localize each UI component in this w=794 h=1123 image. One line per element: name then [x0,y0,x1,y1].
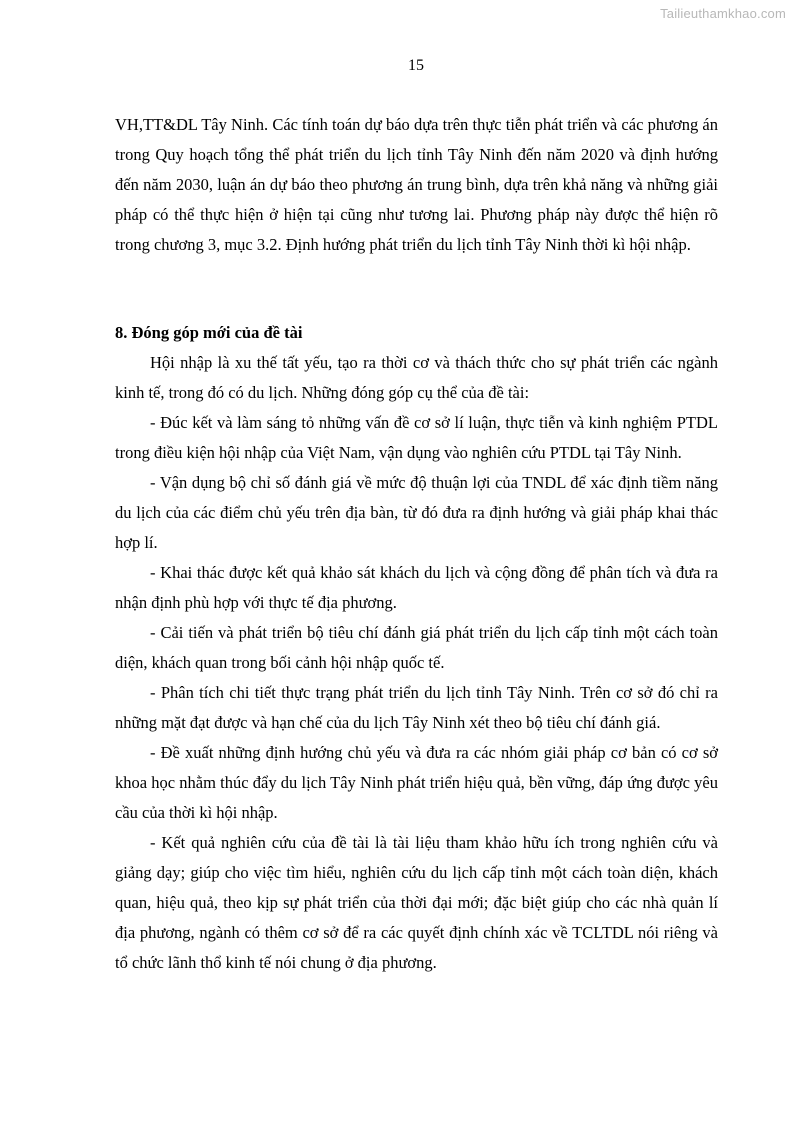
contribution-item: - Đúc kết và làm sáng tỏ những vấn đề cơ sở lí luận, thực tiễn và kinh nghiệm PTDL trong điều kiện hội nhập của Việt Nam, vận dụng vào nghiên cứu PTDL tại Tây Ninh. [115,413,718,462]
contributions-section [115,318,718,978]
contribution-item: - Phân tích chi tiết thực trạng phát triển du lịch tỉnh Tây Ninh. Trên cơ sở đó chỉ ra những mặt đạt được và hạn chế của du lịch Tây Ninh xét theo bộ tiêu chí đánh giá. [115,683,718,732]
contribution-item: - Kết quả nghiên cứu của đề tài là tài liệu tham khảo hữu ích trong nghiên cứu và giảng dạy; giúp cho việc tìm hiểu, nghiên cứu du lịch cấp tỉnh một cách toàn diện, khách quan, hiệu quả, theo kịp sự phát triển của thời đại mới; đặc biệt giúp cho các nhà quản lí địa phương, ngành có thêm cơ sở để ra các quyết định chính xác về TCLTDL nói riêng và tổ chức lãnh thổ kinh tế nói chung ở địa phương. [115,833,718,972]
intro-block [115,110,718,260]
section-heading: 8. Đóng góp mới của đề tài [115,323,303,342]
contribution-item: - Khai thác được kết quả khảo sát khách du lịch và cộng đồng để phân tích và đưa ra nhận định phù hợp với thực tế địa phương. [115,563,718,612]
page-number: 15 [408,57,424,74]
contribution-item: - Đề xuất những định hướng chủ yếu và đưa ra các nhóm giải pháp cơ bản có cơ sở khoa học nhằm thúc đẩy du lịch Tây Ninh phát triển hiệu quả, bền vững, đáp ứng được yêu cầu của thời kì hội nhập. [115,743,718,822]
watermark: Tailieuthamkhao.com [660,6,786,21]
intro-paragraph: VH,TT&DL Tây Ninh. Các tính toán dự báo dựa trên thực tiễn phát triển và các phương án trong Quy hoạch tổng thể phát triển du lịch tỉnh Tây Ninh đến năm 2020 và định hướng đến năm 2030, luận án dự báo theo phương án trung bình, dựa trên khả năng và những giải pháp có thể thực hiện ở hiện tại cũng như tương lai. Phương pháp này được thể hiện rõ trong chương 3, mục 3.2. Định hướng phát triển du lịch tỉnh Tây Ninh thời kì hội nhập. [115,115,718,254]
paragraph: Hội nhập là xu thế tất yếu, tạo ra thời cơ và thách thức cho sự phát triển các ngành kinh tế, trong đó có du lịch. Những đóng góp cụ thể của đề tài: [115,353,718,402]
contribution-item: - Cải tiến và phát triển bộ tiêu chí đánh giá phát triển du lịch cấp tỉnh một cách toàn diện, khách quan trong bối cảnh hội nhập quốc tế. [115,623,718,672]
contribution-item: - Vận dụng bộ chỉ số đánh giá về mức độ thuận lợi của TNDL để xác định tiềm năng du lịch của các điểm chủ yếu trên địa bàn, từ đó đưa ra định hướng và giải pháp khai thác hợp lí. [115,473,718,552]
